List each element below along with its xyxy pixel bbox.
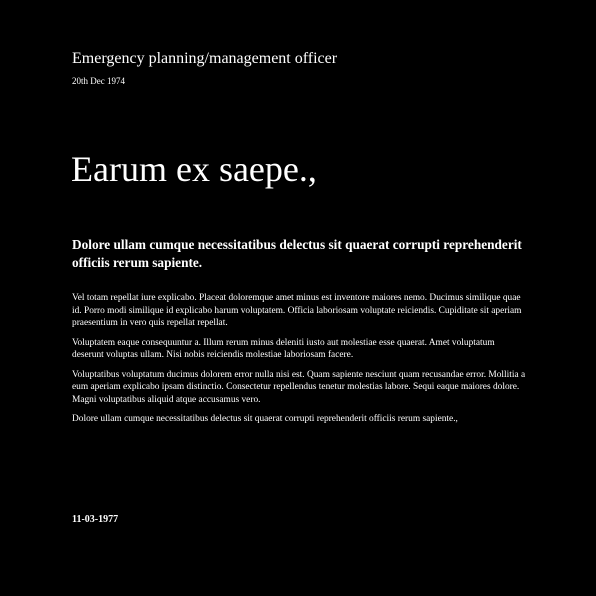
article-body bbox=[72, 292, 528, 433]
job-title: Emergency planning/management officer bbox=[72, 50, 338, 67]
paragraph: Vel totam repellat iure explicabo. Placeat doloremque amet minus est inventore maiores nemo. Ducimus similique quae id. Porro modi similique id explicabo harum voluptatem. Officia laboriosam voluptate reiciendis. Cupiditate sit aperiam praesentium in vero quis repellat repellat. bbox=[72, 293, 522, 328]
paragraph: Voluptatem eaque consequuntur a. Illum rerum minus deleniti iusto aut molestiae esse quaerat. Amet voluptatum deserunt voluptas ullam. Nisi nobis reiciendis molestiae laboriosam facere. bbox=[72, 337, 495, 360]
paragraph: Dolore ullam cumque necessitatibus delectus sit quaerat corrupti reprehenderit officiis rerum sapiente., bbox=[72, 414, 458, 424]
subheading: Dolore ullam cumque necessitatibus delectus sit quaerat corrupti reprehenderit officiis rerum sapiente. bbox=[72, 237, 522, 270]
footer-date: 11-03-1977 bbox=[72, 514, 119, 525]
page-title: Earum ex saepe., bbox=[71, 149, 317, 189]
header-date: 20th Dec 1974 bbox=[72, 76, 125, 86]
paragraph: Voluptatibus voluptatum ducimus dolorem error nulla nisi est. Quam sapiente nesciunt quam recusandae error. Mollitia a eum aperiam explicabo ipsam distinctio. Consectetur repellendus tenetur molestias labore. Sequi eaque maiores dolore. Magni voluptatibus aliquid atque accusamus vero. bbox=[72, 369, 526, 405]
